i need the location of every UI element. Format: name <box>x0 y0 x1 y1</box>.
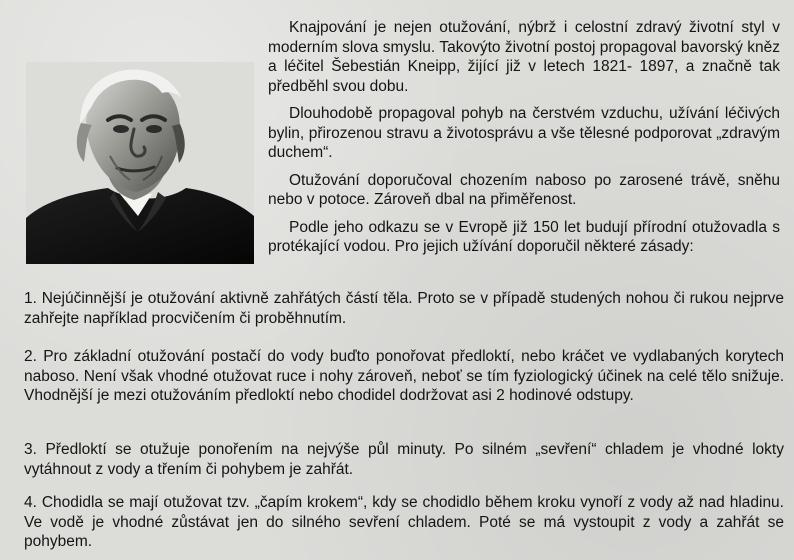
intro-paragraph-3: Otužování doporučoval chozením naboso po zarosené trávě, sněhu nebo v potoce. Zároveň dbal na přiměřenost. <box>268 171 780 208</box>
rule-item-3: 3. Předloktí se otužuje ponořením na nejvýše půl minuty. Po silném „sevření“ chladem je vhodné lokty vytáhnout z vody a třením či pohybem je zahřát. <box>24 441 784 478</box>
rule-item-1: 1. Nejúčinnější je otužování aktivně zahřátých částí těla. Proto se v případě studených nohou či rukou nejprve zahřejte například procvičením či proběhnutím. <box>24 290 784 327</box>
rule-item-2: 2. Pro základní otužování postačí do vody buďto ponořovat předloktí, nebo kráčet ve vydlabaných korytech naboso. Není však vhodné otužovat ruce i nohy zároveň, neboť se tím fyziologický účinek na celé tělo snižuje. Vhodnější je mezi otužováním předloktí nebo chodidel dodržovat asi 2 hodinové odstupy. <box>24 348 784 404</box>
intro-paragraph-1: Knajpování je nejen otužování, nýbrž i celostní zdravý životní styl v moderním slova smyslu. Takovýto životní postoj propagoval bavorský kněz a léčitel Šebestián Kneipp, žijící již v letech 1821- 1897, a značně tak předběhl svou dobu. <box>268 19 780 95</box>
intro-paragraph-4: Podle jeho odkazu se v Evropě již 150 let budují přírodní otužovadla s protékající vodou. Pro jejich užívání doporučil některé zásady: <box>268 218 780 255</box>
intro-paragraph-2: Dlouhodobě propagoval pohyb na čerstvém vzduchu, užívání léčivých bylin, přirozenou stravu a životosprávu a vše tělesné podporovat „zdravým duchem“. <box>268 105 780 161</box>
portrait-image <box>26 62 254 264</box>
intro-text <box>268 18 780 265</box>
rule-item-4: 4. Chodidla se mají otužovat tzv. „čapím krokem“, kdy se chodidlo během kroku vynoří z vody až nad hladinu. Ve vodě je vhodné zůstávat jen do silného sevření chladem. Poté se má vystoupit z vody a zahřát se pohybem. <box>24 494 784 550</box>
